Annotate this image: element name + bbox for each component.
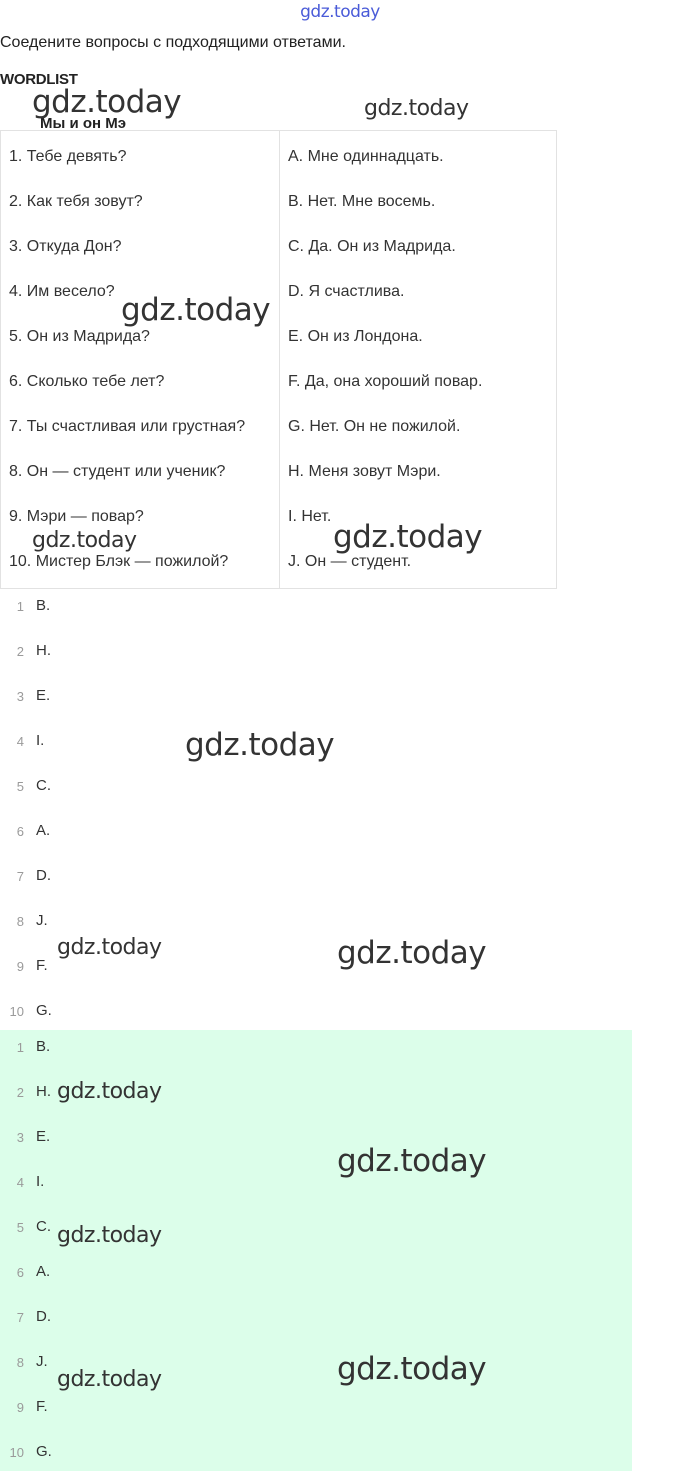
answer-key-number: 9 — [16, 959, 24, 974]
answer-cell: I. Нет. — [288, 508, 332, 525]
answer-key-letter: I. — [36, 732, 45, 749]
answer-cell: J. Он — студент. — [288, 553, 412, 570]
answer-key-number: 4 — [16, 734, 24, 749]
answer-cell: D. Я счастлива. — [288, 283, 405, 300]
answer-key-letter: H. — [36, 642, 51, 659]
answer-key-number: 2 — [16, 1085, 24, 1100]
answer-key-letter: I. — [36, 1173, 45, 1190]
answer-key-letter: J. — [36, 1353, 48, 1370]
watermark-text: gdz.today — [337, 1351, 487, 1387]
answer-key-letter: D. — [36, 867, 51, 884]
answer-key-letter: A. — [36, 1263, 51, 1280]
answer-cell: E. Он из Лондона. — [288, 328, 423, 345]
answer-key-letter: J. — [36, 912, 48, 929]
answer-key-number: 1 — [16, 599, 24, 614]
answer-key-letter: A. — [36, 822, 51, 839]
watermark-text: gdz.today — [57, 1223, 162, 1248]
wordlist-title: WORDLIST — [0, 71, 78, 88]
answer-key-number: 6 — [16, 824, 24, 839]
answer-key-number: 8 — [16, 914, 24, 929]
watermark-text: gdz.today — [121, 292, 271, 328]
question-cell: 3. Откуда Дон? — [9, 238, 122, 255]
answer-key-number: 4 — [16, 1175, 24, 1190]
answer-key-letter: E. — [36, 1128, 51, 1145]
answer-cell: B. Нет. Мне восемь. — [288, 193, 436, 210]
watermark-text: gdz.today — [57, 1079, 162, 1104]
answer-cell: H. Меня зовут Мэри. — [288, 463, 441, 480]
answer-cell: G. Нет. Он не пожилой. — [288, 418, 461, 435]
answer-key-number: 7 — [16, 869, 24, 884]
answer-cell: C. Да. Он из Мадрида. — [288, 238, 456, 255]
watermark-text: gdz.today — [364, 96, 469, 121]
answer-key-number: 5 — [16, 1220, 24, 1235]
question-cell: 2. Как тебя зовут? — [9, 193, 143, 210]
answer-cell: A. Мне одиннадцать. — [288, 148, 444, 165]
watermark-text: gdz.today — [333, 519, 483, 555]
answer-key-number: 10 — [9, 1004, 24, 1019]
answer-key-number: 8 — [16, 1355, 24, 1370]
answer-key-number: 6 — [16, 1265, 24, 1280]
question-cell: 5. Он из Мадрида? — [9, 328, 150, 345]
answer-key-letter: E. — [36, 687, 51, 704]
answer-cell: F. Да, она хороший повар. — [288, 373, 483, 390]
answer-key-number: 5 — [16, 779, 24, 794]
task-instruction: Соедените вопросы с подходящими ответами. — [0, 34, 346, 51]
answer-key-number: 10 — [9, 1445, 24, 1460]
watermark-text: gdz.today — [32, 528, 137, 553]
answer-key-number: 2 — [16, 644, 24, 659]
answer-key-number: 3 — [16, 689, 24, 704]
site-header-link[interactable]: gdz.today — [300, 2, 380, 22]
answer-key-letter: C. — [36, 777, 51, 794]
watermark-text: gdz.today — [337, 1143, 487, 1179]
answer-key-number: 1 — [16, 1040, 24, 1055]
question-cell: 1. Тебе девять? — [9, 148, 127, 165]
wordlist-subtitle-clipped: Мы и он Мэ — [40, 118, 127, 132]
answer-key-letter: H. — [36, 1083, 51, 1100]
answer-key-letter: C. — [36, 1218, 51, 1235]
answer-key-letter: F. — [36, 1398, 48, 1415]
answer-key-number: 3 — [16, 1130, 24, 1145]
question-cell: 7. Ты счастливая или грустная? — [9, 418, 246, 435]
answer-key-letter: D. — [36, 1308, 51, 1325]
watermark-text: gdz.today — [57, 1367, 162, 1392]
answer-key-letter: G. — [36, 1002, 52, 1019]
answer-key-letter: G. — [36, 1443, 52, 1460]
watermark-text: gdz.today — [185, 727, 335, 763]
question-cell: 8. Он — студент или ученик? — [9, 463, 226, 480]
question-cell: 9. Мэри — повар? — [9, 508, 144, 525]
answer-key-number: 7 — [16, 1310, 24, 1325]
watermark-text: gdz.today — [337, 935, 487, 971]
watermark-text: gdz.today — [32, 84, 182, 120]
answer-key-number: 9 — [16, 1400, 24, 1415]
question-cell: 6. Сколько тебе лет? — [9, 373, 165, 390]
answer-key-letter: F. — [36, 957, 48, 974]
answer-key-letter: B. — [36, 1038, 51, 1055]
question-cell: 10. Мистер Блэк — пожилой? — [9, 553, 229, 570]
table-column-divider — [279, 131, 280, 588]
question-cell: 4. Им весело? — [9, 283, 115, 300]
answer-key-letter: B. — [36, 597, 51, 614]
watermark-text: gdz.today — [57, 935, 162, 960]
